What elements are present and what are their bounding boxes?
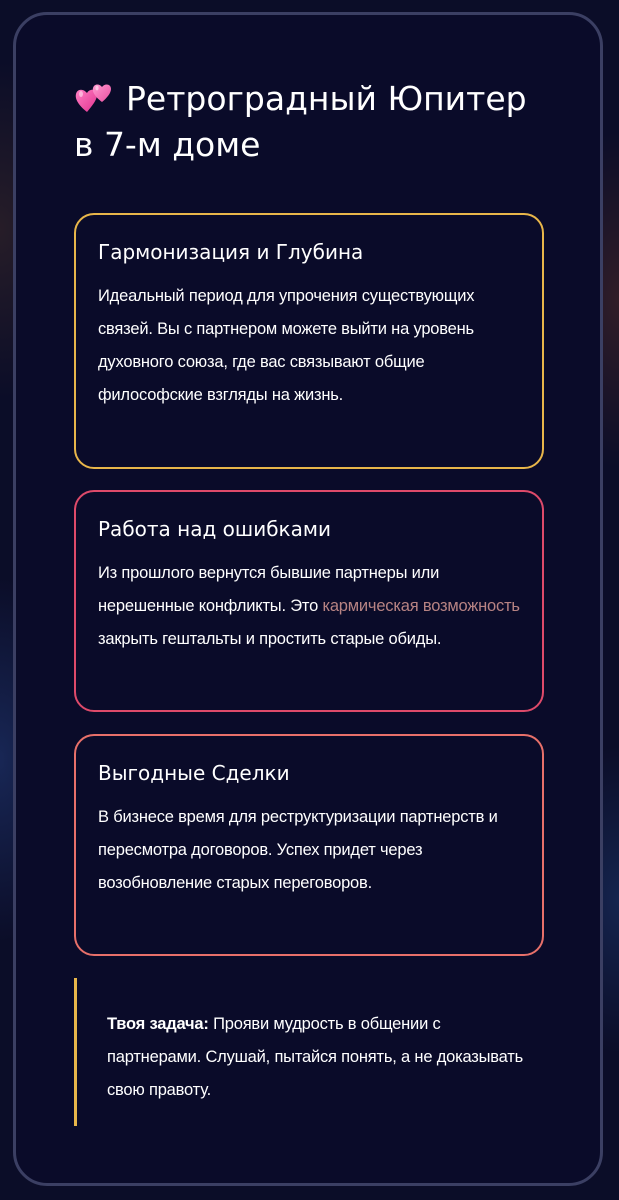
task-body: Прояви мудрость в общении с партнерами. Слушай, пытайся понять, а не доказывать свою правоту. — [107, 1015, 524, 1099]
task-block — [74, 978, 534, 1126]
card-text — [98, 557, 520, 656]
card-title: Выгодные Сделки — [98, 761, 290, 785]
card-text: В бизнесе время для реструктуризации партнерств и пересмотра договоров. Успех придет через возобновление старых переговоров. — [98, 808, 498, 892]
card-title: Работа над ошибками — [98, 517, 331, 541]
card-mistakes — [74, 490, 544, 712]
card-text: Идеальный период для упрочения существующих связей. Вы с партнером можете выйти на уровень духовного союза, где вас связывают общие философские взгляды на жизнь. — [98, 287, 475, 404]
card-deals — [74, 734, 544, 956]
task-label: Твоя задача: — [107, 1015, 209, 1033]
page-title-text: Ретроградный Юпитер в 7-м доме — [74, 79, 527, 164]
two-hearts-icon — [74, 80, 116, 114]
card-title: Гармонизация и Глубина — [98, 240, 364, 264]
page-title — [74, 76, 544, 168]
card-text-end: закрыть гештальты и простить старые обиды. — [98, 630, 442, 648]
highlight-text: кармическая возможность — [322, 597, 520, 615]
card-text-start: Из прошлого вернутся бывшие партнеры или нерешенные конфликты. Это — [98, 564, 440, 615]
card-harmonization — [74, 213, 544, 469]
task-text — [107, 1008, 534, 1107]
